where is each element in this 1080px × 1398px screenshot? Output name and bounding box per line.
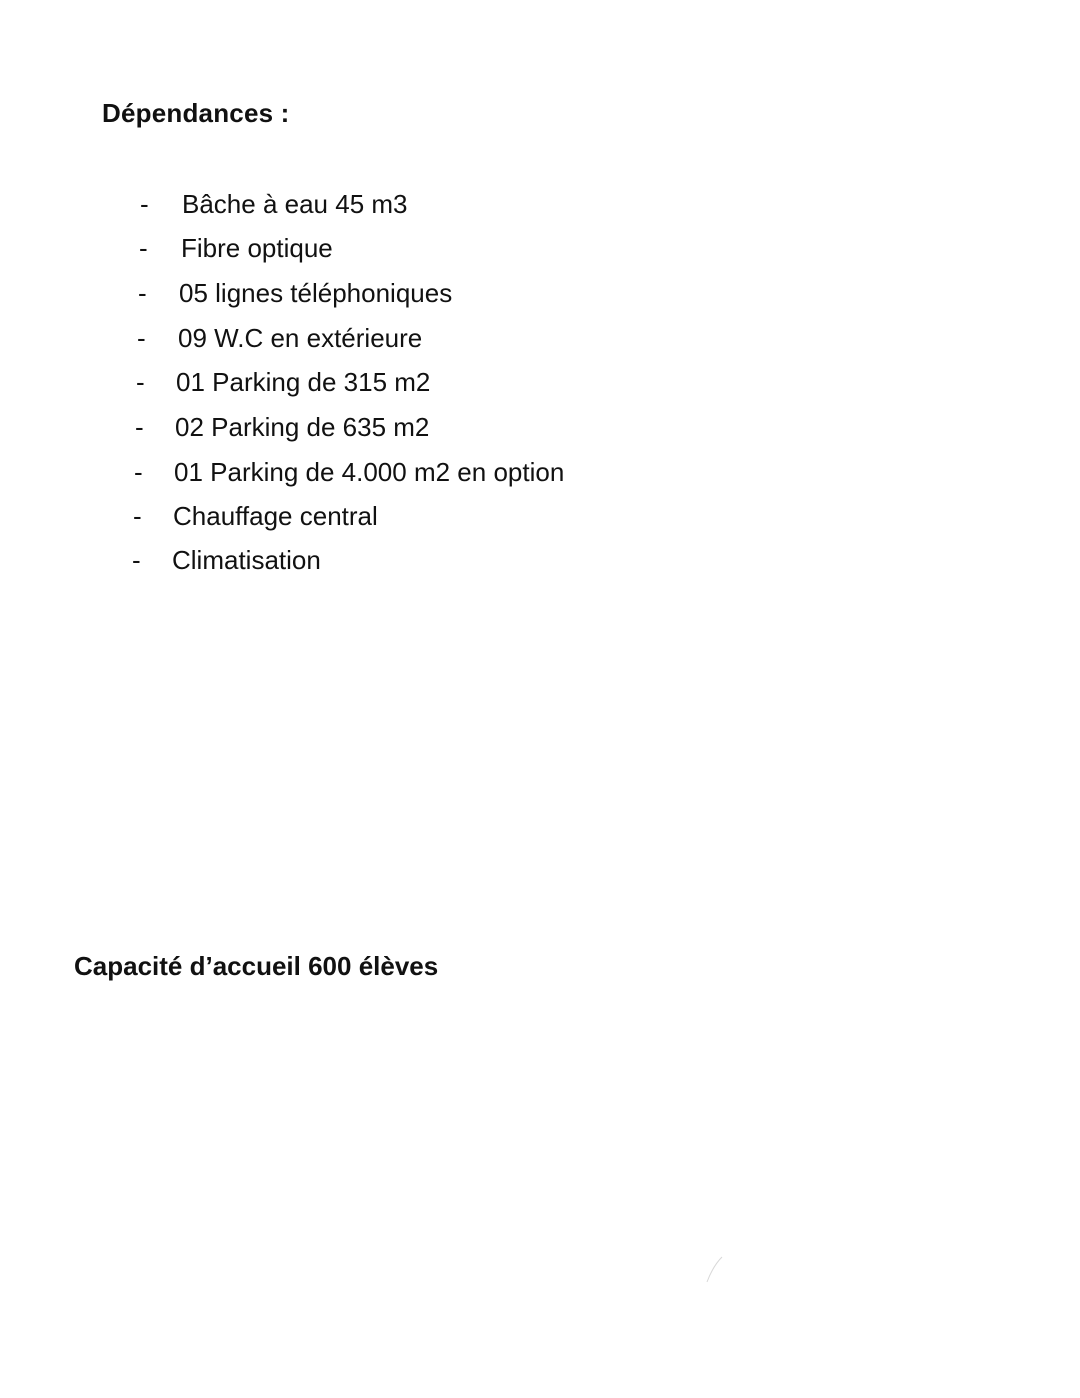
list-item-text: Bâche à eau 45 m3 <box>182 189 408 219</box>
list-item-text: Chauffage central <box>173 501 378 531</box>
bullet-dash: - <box>139 233 148 263</box>
bullet-dash: - <box>136 367 145 397</box>
bullet-dash: - <box>134 457 143 487</box>
capacity-statement: Capacité d’accueil 600 élèves <box>74 951 439 981</box>
list-item-text: Climatisation <box>172 545 321 575</box>
list-item-text: Fibre optique <box>181 233 333 263</box>
bullet-dash: - <box>133 501 142 531</box>
bullet-dash: - <box>135 412 144 442</box>
list-item-text: 01 Parking de 315 m2 <box>176 367 431 397</box>
list-item-text: 02 Parking de 635 m2 <box>175 412 430 442</box>
bullet-dash: - <box>140 189 149 219</box>
bullet-dash: - <box>138 278 147 308</box>
pen-stroke-mark <box>705 1254 725 1284</box>
bullet-dash: - <box>137 323 146 353</box>
list-item-text: 09 W.C en extérieure <box>178 323 423 353</box>
list-item-text: 05 lignes téléphoniques <box>179 278 453 308</box>
list-item-text: 01 Parking de 4.000 m2 en option <box>174 457 565 487</box>
bullet-dash: - <box>132 545 141 575</box>
section-heading: Dépendances : <box>102 98 290 128</box>
